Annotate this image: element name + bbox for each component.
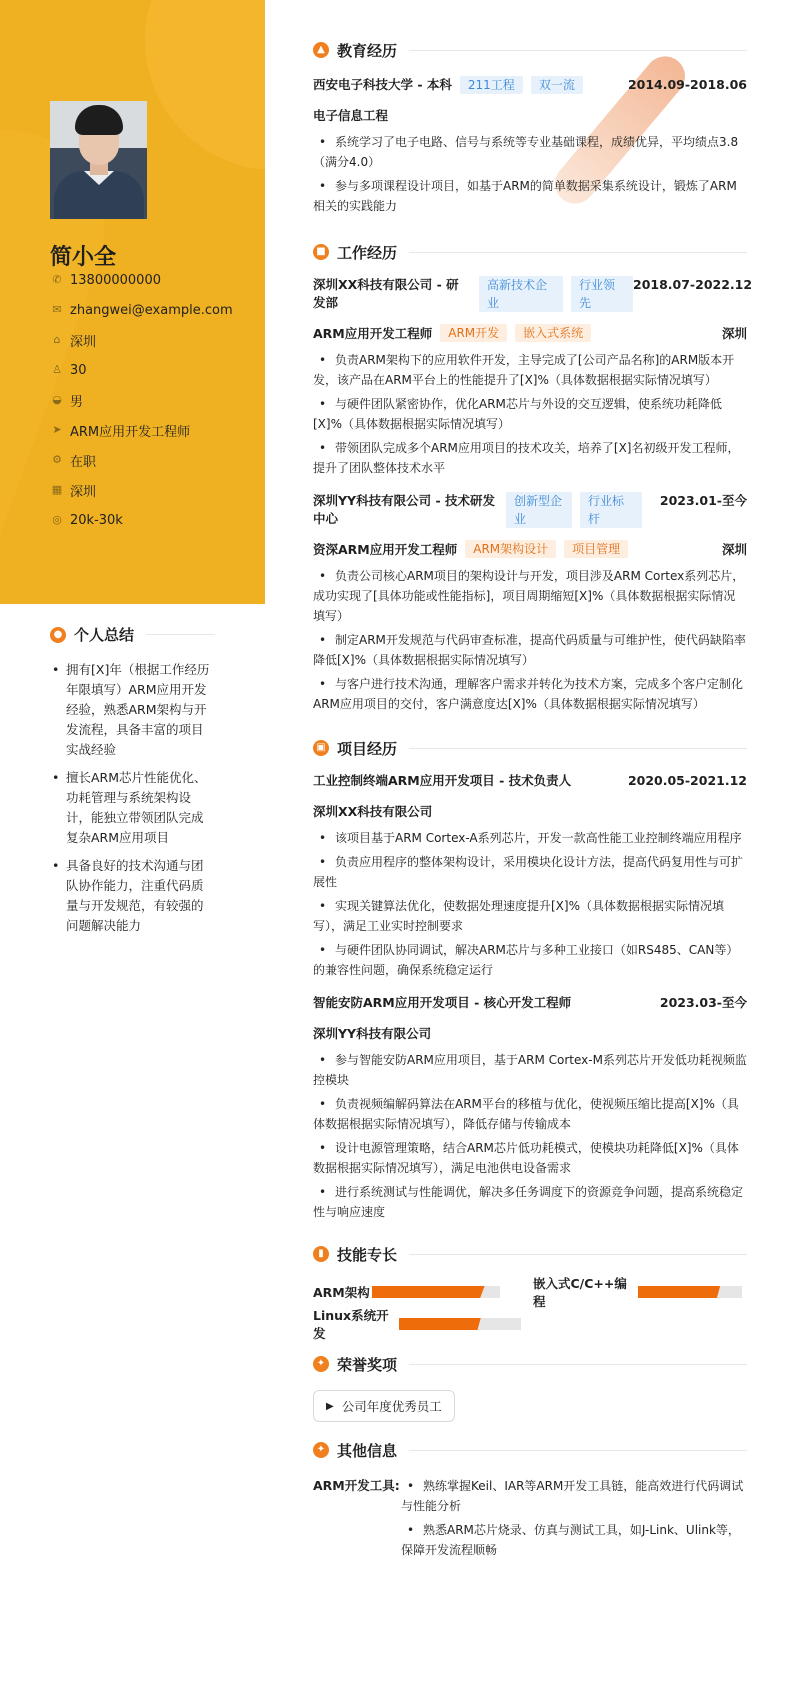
skill-fill — [399, 1318, 481, 1330]
project-list — [313, 828, 747, 980]
honors-title: 荣誉奖项 — [337, 1355, 398, 1374]
school-tag: 双一流 — [531, 76, 583, 94]
skill-fill — [638, 1286, 720, 1298]
sidebar-panel — [0, 0, 265, 604]
skill-fill — [372, 1286, 485, 1298]
list-item: • 制定ARM开发规范与代码审查标准，提高代码质量与可维护性，使代码缺陷率降低[X]%（具体数据根据实际情况填写） — [313, 633, 746, 667]
gender-icon: ◒ — [52, 393, 62, 406]
summary-list — [50, 660, 215, 944]
status-row — [50, 450, 96, 470]
major-row — [313, 106, 747, 124]
project-list — [313, 1050, 747, 1222]
email-value: zhangwei@example.com — [70, 302, 233, 318]
list-item: • 负责ARM架构下的应用软件开发，主导完成了[公司产品名称]的ARM版本开发，该产品在ARM平台上的性能提升了[X]%（具体数据根据实际情况填写） — [313, 353, 735, 387]
job-list — [313, 350, 747, 478]
school-name: 西安电子科技大学 - 本科 — [313, 77, 452, 92]
skills-title: 技能专长 — [337, 1245, 398, 1264]
job-date: 2018.07-2022.12 — [633, 277, 753, 292]
list-item: • 设计电源管理策略，结合ARM芯片低功耗模式，使模块功耗降低[X]%（具体数据根据实际情况填写），满足电池供电设备需求 — [313, 1141, 739, 1175]
company-name: 深圳YY科技有限公司 - 技术研发中心 — [313, 493, 495, 526]
divider — [409, 748, 747, 749]
other-header — [313, 1436, 747, 1464]
job-row — [50, 420, 190, 440]
list-item: • 与客户进行技术沟通，理解客户需求并转化为技术方案，完成多个客户定制化ARM应用项目的交付，客户满意度达[X]%（具体数据根据实际情况填写） — [313, 677, 744, 711]
company-name: 深圳XX科技有限公司 - 研发部 — [313, 277, 459, 310]
project-date: 2020.05-2021.12 — [627, 773, 747, 788]
position-name: ARM应用开发工程师 — [313, 326, 433, 341]
company-tag: 创新型企业 — [506, 492, 572, 528]
skill-bar — [638, 1286, 742, 1298]
job-city: 深圳 — [721, 326, 747, 341]
gender-value: 男 — [70, 394, 84, 410]
skills-header — [313, 1240, 747, 1268]
skill-bar — [372, 1286, 500, 1298]
location-row — [50, 330, 96, 350]
project-name: 智能安防ARM应用开发项目 - 核心开发工程师 — [313, 995, 572, 1010]
company-tag: 高新技术企业 — [479, 276, 563, 312]
skill-name: Linux系统开发 — [313, 1308, 389, 1341]
divider — [409, 1254, 747, 1255]
list-item: • 带领团队完成多个ARM应用项目的技术攻关，培养了[X]名初级开发工程师，提升了团队整体技术水平 — [313, 441, 740, 475]
summary-title: 个人总结 — [74, 626, 135, 644]
award-icon: ✦ — [313, 1356, 329, 1372]
list-item: • 系统学习了电子电路、信号与系统等专业基础课程，成绩优异，平均绩点3.8（满分4.0） — [313, 135, 739, 169]
company-tag: 行业领先 — [571, 276, 633, 312]
skill-item — [313, 1278, 533, 1306]
phone-value: 13800000000 — [70, 272, 161, 288]
phone-icon: ✆ — [52, 273, 62, 286]
list-item: • 进行系统测试与性能调优，解决多任务调度下的资源竞争问题，提高系统稳定性与响应速度 — [313, 1185, 744, 1219]
list-item: • 负责视频编解码算法在ARM平台的移植与优化，使视频压缩比提高[X]%（具体数据根据实际情况填写），降低存储与传输成本 — [313, 1097, 739, 1131]
city-icon: ▦ — [51, 483, 63, 496]
project-entry-head — [313, 772, 747, 790]
job-date: 2023.01-至今 — [659, 493, 747, 508]
skill-item — [313, 1308, 533, 1341]
projects-header — [313, 734, 747, 762]
divider — [409, 1364, 747, 1365]
city-row — [50, 480, 96, 500]
divider — [409, 1450, 747, 1451]
age-value: 30 — [70, 362, 87, 378]
project-date: 2023.03-至今 — [659, 995, 747, 1010]
status-value: 在职 — [70, 454, 97, 470]
list-item: • 该项目基于ARM Cortex-A系列芯片，开发一款高性能工业控制终端应用程序 — [319, 831, 742, 845]
sidebar-decoration — [145, 0, 265, 170]
summary-item: • 擅长ARM芯片性能优化、功耗管理与系统架构设计，能独立带领团队完成复杂ARM应用项目 — [50, 768, 215, 848]
salary-value: 20k-30k — [70, 512, 123, 528]
position-name: 资深ARM应用开发工程师 — [313, 542, 458, 557]
project-entry-head — [313, 994, 747, 1012]
education-title: 教育经历 — [337, 41, 398, 60]
target-job-value: ARM应用开发工程师 — [70, 424, 191, 440]
job-list — [313, 566, 747, 714]
education-date: 2014.09-2018.06 — [627, 77, 747, 92]
job-entry-head — [313, 492, 747, 528]
summary-item: • 具备良好的技术沟通与团队协作能力，注重代码质量与开发规范，有较强的问题解决能力 — [50, 856, 215, 936]
project-company-row — [313, 802, 747, 820]
briefcase-icon: ■ — [313, 244, 329, 260]
bar-chart-icon: ▮ — [313, 1246, 329, 1262]
award-icon: ✦ — [313, 1442, 329, 1458]
skill-name: 嵌入式C/C++编程 — [533, 1276, 627, 1309]
summary-header — [50, 624, 215, 645]
location-value: 深圳 — [70, 334, 97, 350]
list-item: • 负责公司核心ARM项目的架构设计与开发，项目涉及ARM Cortex系列芯片，成功实现了[具体功能或性能指标]，项目周期缩短[X]%（具体数据根据实际情况填写） — [313, 569, 745, 623]
work-header — [313, 238, 747, 266]
projects-title: 项目经历 — [337, 739, 398, 758]
project-name: 工业控制终端ARM应用开发项目 - 技术负责人 — [313, 773, 572, 788]
graduation-cap-icon: ▲ — [313, 42, 329, 58]
job-city: 深圳 — [721, 542, 747, 557]
list-item: • 熟悉ARM芯片烧录、仿真与测试工具，如J-Link、Ulink等，保障开发流程顺畅 — [401, 1523, 740, 1557]
list-item: • 熟练掌握Keil、IAR等ARM开发工具链，能高效进行代码调试与性能分析 — [401, 1479, 744, 1513]
skill-tag: ARM架构设计 — [465, 540, 556, 558]
home-icon: ⌂ — [53, 333, 61, 346]
summary-item: • 拥有[X]年（根据工作经历年限填写）ARM应用开发经验，熟悉ARM架构与开发流程，具备丰富的项目实战经验 — [50, 660, 215, 760]
school-tag: 211工程 — [460, 76, 523, 94]
status-icon: ⚙ — [52, 453, 62, 466]
mail-icon: ✉ — [52, 303, 62, 316]
skill-tag: 嵌入式系统 — [515, 324, 591, 342]
phone-row — [50, 270, 161, 290]
project-company: 深圳YY科技有限公司 — [313, 1026, 432, 1041]
project-company: 深圳XX科技有限公司 — [313, 804, 433, 819]
age-icon: ♙ — [52, 363, 62, 376]
gender-row — [50, 390, 83, 410]
candidate-name: 简小全 — [50, 245, 117, 270]
education-list — [313, 132, 747, 216]
list-item: • 与硬件团队协同调试，解决ARM芯片与多种工业接口（如RS485、CAN等）的兼容性问题，确保系统稳定运行 — [313, 943, 739, 977]
education-entry-head — [313, 76, 747, 94]
salary-row — [50, 510, 123, 530]
honor-item — [313, 1390, 455, 1422]
skill-bar — [399, 1318, 521, 1330]
skill-name: ARM架构 — [313, 1285, 370, 1300]
divider — [409, 252, 747, 253]
position-row — [313, 540, 747, 558]
other-list — [401, 1476, 747, 1564]
profile-photo — [50, 101, 147, 219]
list-item: • 参与多项课程设计项目，如基于ARM的简单数据采集系统设计，锻炼了ARM相关的实践能力 — [313, 179, 737, 213]
other-label: ARM开发工具: — [313, 1478, 400, 1493]
grid-icon: ▣ — [313, 740, 329, 756]
honors-header — [313, 1350, 747, 1378]
major-name: 电子信息工程 — [313, 108, 389, 123]
divider — [146, 634, 215, 635]
work-title: 工作经历 — [337, 243, 398, 262]
honor-list — [313, 1390, 747, 1422]
skill-item — [533, 1276, 747, 1309]
age-row — [50, 360, 87, 380]
list-item: • 参与智能安防ARM应用项目，基于ARM Cortex-M系列芯片开发低功耗视频监控模块 — [313, 1053, 747, 1087]
job-entry-head — [313, 276, 753, 312]
position-row — [313, 324, 747, 342]
education-header — [313, 36, 747, 64]
honor-name: 公司年度优秀员工 — [341, 1399, 442, 1414]
main-content — [313, 36, 753, 1564]
list-item: • 与硬件团队紧密协作，优化ARM芯片与外设的交互逻辑，使系统功耗降低[X]%（具体数据根据实际情况填写） — [313, 397, 722, 431]
list-item: • 负责应用程序的整体架构设计，采用模块化设计方法，提高代码复用性与可扩展性 — [313, 855, 744, 889]
list-item: • 实现关键算法优化，使数据处理速度提升[X]%（具体数据根据实际情况填写），满足工业实时控制要求 — [313, 899, 724, 933]
other-row — [313, 1476, 747, 1564]
skill-tag: ARM开发 — [440, 324, 507, 342]
skills-grid — [313, 1276, 747, 1341]
target-city-value: 深圳 — [70, 484, 97, 500]
project-company-row — [313, 1024, 747, 1042]
skill-tag: 项目管理 — [564, 540, 628, 558]
divider — [409, 50, 747, 51]
job-icon: ➤ — [52, 423, 62, 436]
other-title: 其他信息 — [337, 1441, 398, 1460]
person-icon: ● — [50, 627, 66, 643]
email-row — [50, 300, 233, 320]
play-icon: ▶ — [326, 1400, 334, 1412]
salary-icon: ◎ — [52, 513, 62, 526]
company-tag: 行业标杆 — [580, 492, 642, 528]
